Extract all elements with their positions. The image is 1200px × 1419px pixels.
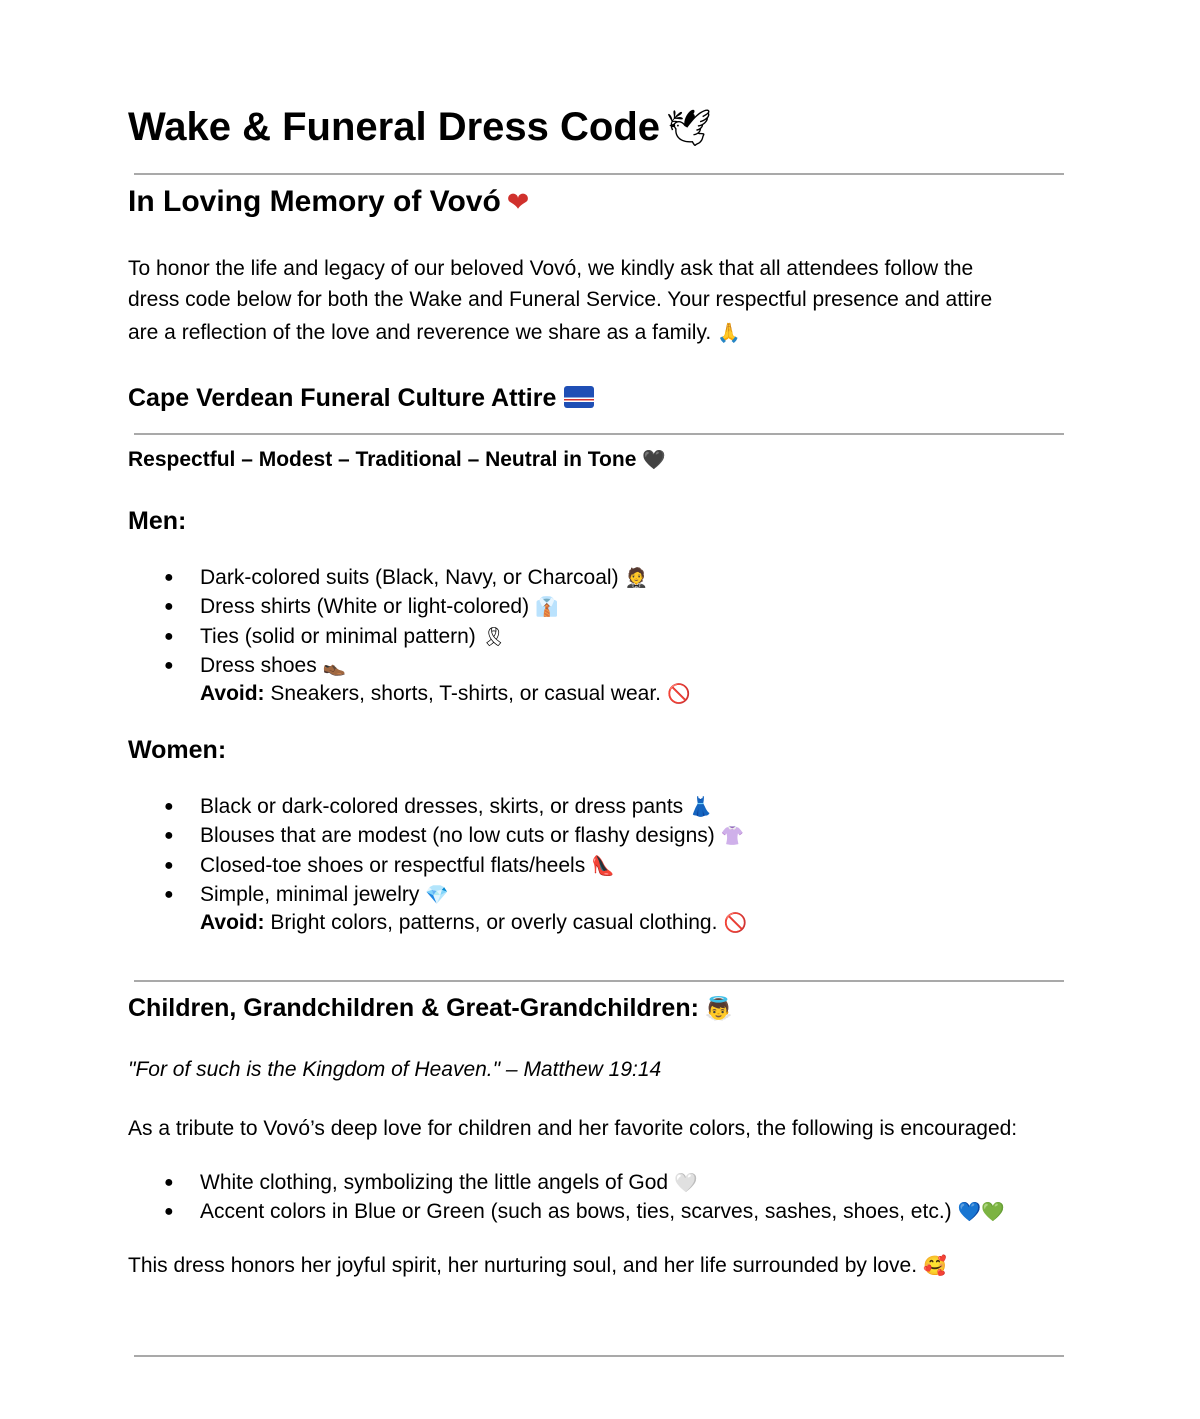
scripture-quote: "For of such is the Kingdom of Heaven." – Matthew 19:14 [128,1058,662,1081]
closing-text: This dress honors her joyful spirit, her nurturing soul, and her life surrounded by love. [128,1254,918,1277]
bullet: ● [164,1174,174,1191]
intro-line-text: are a reflection of the love and reverence we share as a family. [128,321,712,344]
list-item-text: Accent colors in Blue or Green (such as bows, ties, scarves, sashes, shoes, etc.) [200,1200,952,1224]
list-item [164,563,648,592]
culture-heading [128,381,594,415]
tagline [128,445,666,475]
bullet: ● [164,1203,174,1221]
list-item [164,592,648,621]
avoid-label: Avoid: [200,911,265,934]
women-avoid-note [200,908,747,938]
list-item-text: Ties (solid or minimal pattern) [200,624,476,648]
list-item-text: White clothing, symbolizing the little angels of God [200,1171,669,1194]
children-intro: As a tribute to Vovó’s deep love for children and her favorite colors, the following is encouraged: [128,1117,1018,1140]
list-item-text: Dress shirts (White or light-colored) [200,595,530,619]
bullet: ● [164,569,174,586]
bullet: ● [164,827,174,845]
culture-heading-text: Cape Verdean Funeral Culture Attire [128,384,557,412]
divider [134,433,1064,435]
man-in-tuxedo-icon: 🤵 [624,567,649,589]
men-list [164,563,648,680]
list-item [164,1168,1005,1197]
white-heart-icon: 🤍 [674,1172,698,1194]
list-item [164,1197,1005,1226]
dove-icon: 🕊 [666,108,712,149]
gem-icon: 💎 [425,883,449,906]
memory-heading [128,182,529,223]
children-heading-text: Children, Grandchildren & Great-Grandchildren: [128,994,699,1022]
prohibited-icon: 🚫 [723,912,747,934]
bullet: ● [164,627,174,645]
bullet: ● [164,656,174,674]
angel-icon: 👼 [704,996,733,1022]
blouse-icon: 👚 [720,825,745,848]
list-item [164,821,744,850]
closing-paragraph [128,1251,947,1281]
red-heart-icon: ❤ [506,187,530,218]
necktie-icon: 👔 [535,596,559,619]
children-heading [128,991,733,1026]
list-item [164,880,744,909]
praying-hands-icon: 🙏 [717,322,741,344]
cape-verde-flag-icon [564,386,594,408]
women-list [164,792,744,909]
bullet: ● [164,856,174,874]
men-heading: Men: [128,507,187,535]
divider [134,1355,1064,1357]
avoid-text: Bright colors, patterns, or overly casual clothing. [264,911,718,934]
title-text: Wake & Funeral Dress Code [128,105,661,149]
dress-shoe-icon: 👞 [322,654,347,677]
divider [134,980,1064,982]
list-item [164,851,744,880]
bullet: ● [164,798,174,815]
dress-icon: 👗 [689,796,713,818]
list-item [164,651,648,680]
divider [134,173,1064,175]
list-item-text: Dark-colored suits (Black, Navy, or Charcoal) [200,566,619,589]
list-item-text: Black or dark-colored dresses, skirts, or dress pants [200,795,684,818]
women-heading: Women: [128,736,227,764]
list-item [164,792,744,821]
avoid-text: Sneakers, shorts, T-shirts, or casual wear. [264,682,661,705]
intro-paragraph [128,253,1068,351]
ribbon-icon: 🎗 [481,625,506,648]
prohibited-icon: 🚫 [667,683,691,705]
list-item-text: Closed-toe shoes or respectful flats/heels [200,853,586,877]
intro-line: dress code below for both the Wake and Funeral Service. Your respectful presence and attire [128,288,993,311]
list-item [164,622,648,651]
avoid-label: Avoid: [200,682,265,705]
tagline-text: Respectful – Modest – Traditional – Neutral in Tone [128,448,637,471]
smiling-face-with-hearts-icon: 🥰 [923,1255,947,1277]
blue-green-hearts-icon: 💙💚 [957,1201,1005,1224]
children-list [164,1168,1005,1227]
men-avoid-note [200,679,691,709]
bullet: ● [164,598,174,616]
list-item-text: Dress shoes [200,653,317,677]
document-title [128,102,712,154]
black-heart-icon: 🖤 [642,449,666,471]
high-heel-icon: 👠 [591,854,615,877]
bullet: ● [164,885,174,903]
intro-line [128,315,1068,351]
list-item-text: Simple, minimal jewelry [200,882,420,906]
memory-heading-text: In Loving Memory of Vovó [128,185,501,218]
intro-line: To honor the life and legacy of our beloved Vovó, we kindly ask that all attendees follow the [128,257,974,280]
list-item-text: Blouses that are modest (no low cuts or flashy designs) [200,824,715,848]
